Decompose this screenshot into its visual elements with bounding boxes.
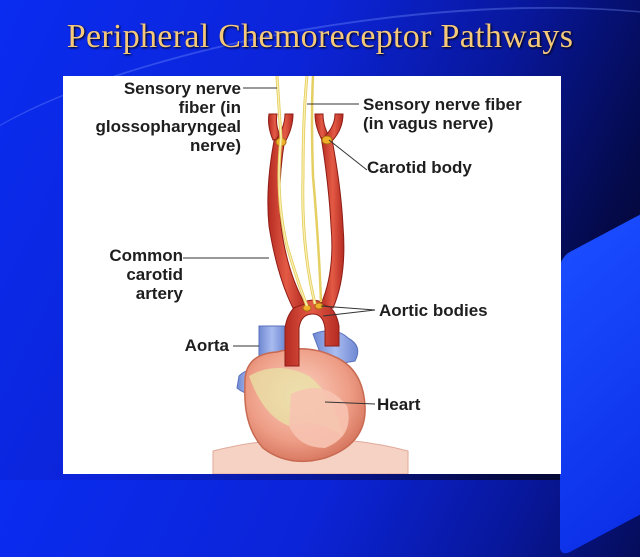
label-common-carotid-artery: Common carotid artery — [109, 246, 183, 303]
label-aorta: Aorta — [184, 336, 229, 355]
label-aortic-bodies: Aortic bodies — [379, 301, 488, 320]
right-common-carotid — [321, 134, 344, 308]
carotid-body-right — [322, 136, 332, 144]
label-sensory-glossopharyngeal: Sensory nerve fiber (in glossopharyngeal nerve) — [95, 79, 241, 155]
vagus-nerve-fiber-2 — [312, 76, 321, 302]
label-heart: Heart — [377, 395, 421, 414]
anatomy-figure — [63, 76, 561, 474]
label-sensory-vagus: Sensory nerve fiber (in vagus nerve) — [363, 95, 522, 133]
label-carotid-body: Carotid body — [367, 158, 472, 177]
slide-title: Peripheral Chemoreceptor Pathways — [66, 18, 574, 55]
